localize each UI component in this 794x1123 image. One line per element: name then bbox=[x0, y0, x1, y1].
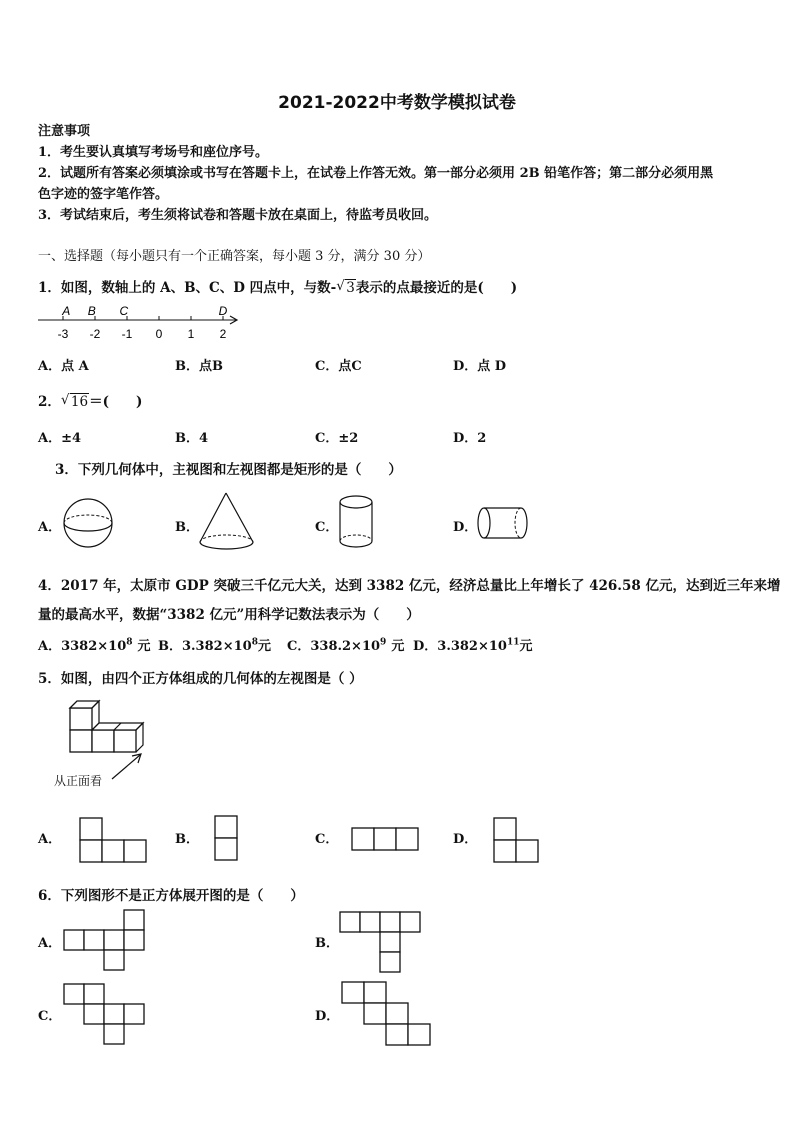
q3-option-d[interactable]: D． bbox=[453, 520, 478, 535]
q6-option-b-net bbox=[338, 910, 428, 972]
q5-solid-figure bbox=[68, 694, 168, 754]
radical-sign-icon: √ bbox=[336, 278, 345, 294]
q1-stem bbox=[38, 276, 517, 296]
q4-option-b-label: B．3.382×10 bbox=[158, 639, 252, 654]
tick-label: -2 bbox=[89, 327, 101, 341]
q3-option-a[interactable]: A． bbox=[38, 520, 62, 535]
q4-option-a-label: A．3382×10 bbox=[38, 639, 127, 654]
tick-label: 1 bbox=[187, 327, 195, 341]
notice-line-1: 1．考生要认真填写考场号和座位序号。 bbox=[38, 145, 269, 160]
q2-option-c[interactable]: C．±2 bbox=[315, 431, 359, 446]
q4-option-d-unit: 元 bbox=[519, 639, 533, 654]
q5-option-d-figure bbox=[492, 816, 544, 866]
q4-option-d[interactable] bbox=[413, 635, 533, 654]
q4-option-c[interactable] bbox=[287, 635, 404, 654]
q2-radicand: 16 bbox=[70, 394, 89, 410]
q2-num: 2． bbox=[38, 394, 61, 410]
q3-option-b[interactable]: B． bbox=[175, 520, 199, 535]
q4-option-a-exp: 8 bbox=[126, 637, 133, 648]
q2-option-b[interactable]: B．4 bbox=[175, 431, 209, 446]
q1-stem-pre: 1．如图，数轴上的 A、B、C、D 四点中，与数- bbox=[38, 280, 337, 296]
notice-heading: 注意事项 bbox=[38, 124, 91, 139]
sphere-figure bbox=[60, 496, 116, 552]
q5-option-c-figure bbox=[350, 826, 424, 856]
q5-option-b-figure bbox=[213, 814, 243, 864]
sqrt3 bbox=[336, 280, 356, 296]
q4-option-d-exp: 11 bbox=[506, 637, 520, 648]
cylinder-figure bbox=[337, 493, 377, 553]
lying-cylinder-figure bbox=[474, 504, 534, 544]
q5-option-a[interactable]: A． bbox=[38, 832, 62, 847]
q1-number-line bbox=[38, 305, 238, 345]
q3-option-c[interactable]: C． bbox=[315, 520, 339, 535]
point-label-b: B bbox=[87, 304, 96, 318]
view-direction-arrow-icon bbox=[110, 752, 150, 782]
q4-option-b-exp: 8 bbox=[251, 637, 258, 648]
q4-line-1: 4．2017 年，太原市 GDP 突破三千亿元大关，达到 3382 亿元，经济总量比上年增长了 426.58 亿元，达到近三年来增 bbox=[38, 578, 781, 594]
q2-option-d[interactable]: D．2 bbox=[453, 431, 487, 446]
q5-view-label: 从正面看 bbox=[54, 774, 103, 788]
q2-tail: ＝( ) bbox=[89, 394, 143, 410]
tick-label: 2 bbox=[219, 327, 227, 341]
tick-label: -1 bbox=[121, 327, 133, 341]
q1-radicand: 3 bbox=[346, 280, 355, 296]
cone-figure bbox=[196, 490, 260, 556]
point-label-d: D bbox=[218, 304, 228, 318]
q5-option-b[interactable]: B． bbox=[175, 832, 199, 847]
q5-stem: 5．如图，由四个正方体组成的几何体的左视图是（ ） bbox=[38, 671, 363, 687]
section-heading: 一、选择题（每小题只有一个正确答案，每小题 3 分，满分 30 分） bbox=[38, 249, 431, 264]
q1-option-c[interactable]: C．点C bbox=[315, 359, 362, 374]
q2-stem bbox=[38, 390, 142, 410]
number-line-points bbox=[61, 304, 227, 318]
sqrt16 bbox=[61, 394, 89, 410]
radical-sign-icon: √ bbox=[60, 392, 70, 408]
q4-option-d-label: D．3.382×10 bbox=[413, 639, 507, 654]
tick-label: 0 bbox=[155, 327, 163, 341]
q2-option-a[interactable]: A．±4 bbox=[38, 431, 82, 446]
q4-option-a-unit: 元 bbox=[137, 639, 151, 654]
q6-option-d[interactable]: D． bbox=[315, 1009, 340, 1024]
notice-line-4: 3．考试结束后，考生须将试卷和答题卡放在桌面上，待监考员收回。 bbox=[38, 208, 438, 223]
q1-stem-post: 表示的点最接近的是( ) bbox=[355, 280, 518, 296]
q6-option-c[interactable]: C． bbox=[38, 1009, 62, 1024]
point-label-c: C bbox=[119, 304, 129, 318]
q1-option-a[interactable]: A．点 A bbox=[38, 359, 89, 374]
q1-option-b[interactable]: B．点B bbox=[175, 359, 223, 374]
q4-option-c-label: C．338.2×10 bbox=[287, 639, 381, 654]
q4-option-a[interactable] bbox=[38, 635, 151, 654]
q4-line-2: 量的最高水平，数据“3382 亿元”用科学记数法表示为（ ） bbox=[38, 607, 420, 623]
q4-option-c-unit: 元 bbox=[391, 639, 405, 654]
q3-stem: 3．下列几何体中，主视图和左视图都是矩形的是（ ） bbox=[55, 462, 402, 478]
q6-option-b[interactable]: B． bbox=[315, 936, 339, 951]
q4-option-b-unit: 元 bbox=[257, 639, 271, 654]
q1-option-d[interactable]: D．点 D bbox=[453, 359, 507, 374]
notice-line-3: 色字迹的签字笔作答。 bbox=[38, 187, 169, 202]
page-title: 2021-2022中考数学模拟试卷 bbox=[278, 93, 516, 113]
tick-label: -3 bbox=[57, 327, 69, 341]
q5-option-a-figure bbox=[78, 816, 150, 866]
q6-option-a-net bbox=[62, 908, 152, 970]
q5-option-c[interactable]: C． bbox=[315, 832, 339, 847]
q4-option-b[interactable] bbox=[158, 635, 271, 654]
notice-line-2: 2．试题所有答案必须填涂或书写在答题卡上，在试卷上作答无效。第一部分必须用 2B 铅笔作答；第二部分必须用黑 bbox=[38, 166, 714, 181]
q5-option-d[interactable]: D． bbox=[453, 832, 478, 847]
q6-option-d-net bbox=[340, 980, 440, 1046]
q4-option-c-exp: 9 bbox=[380, 637, 387, 648]
q6-option-a[interactable]: A． bbox=[38, 936, 62, 951]
point-label-a: A bbox=[62, 304, 71, 318]
q6-option-c-net bbox=[62, 982, 152, 1044]
q6-stem: 6．下列图形不是正方体展开图的是（ ） bbox=[38, 888, 304, 904]
